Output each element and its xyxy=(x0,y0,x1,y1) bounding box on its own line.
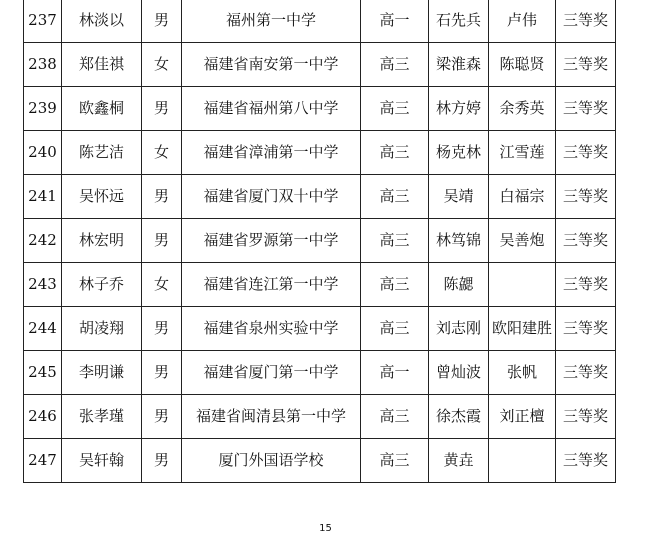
grade-cell: 高三 xyxy=(361,43,429,87)
table-row xyxy=(24,263,616,307)
grade-cell: 高三 xyxy=(361,395,429,439)
student-name-cell: 郑佳祺 xyxy=(62,43,142,87)
teacher-1-cell: 黄垚 xyxy=(429,439,489,483)
student-name-cell: 张孝瑾 xyxy=(62,395,142,439)
award-level-cell: 三等奖 xyxy=(556,263,616,307)
table-row xyxy=(24,43,616,87)
serial-number-cell: 245 xyxy=(24,351,62,395)
award-level-cell: 三等奖 xyxy=(556,0,616,43)
school-name-cell: 福建省泉州实验中学 xyxy=(182,307,361,351)
award-level-cell: 三等奖 xyxy=(556,43,616,87)
gender-cell: 男 xyxy=(142,0,182,43)
grade-cell: 高三 xyxy=(361,307,429,351)
school-name-cell: 福建省罗源第一中学 xyxy=(182,219,361,263)
student-name-cell: 吴轩翰 xyxy=(62,439,142,483)
teacher-1-cell: 林笃锦 xyxy=(429,219,489,263)
serial-number-cell: 239 xyxy=(24,87,62,131)
serial-number-cell: 244 xyxy=(24,307,62,351)
gender-cell: 男 xyxy=(142,307,182,351)
student-name-cell: 吴怀远 xyxy=(62,175,142,219)
teacher-1-cell: 吴靖 xyxy=(429,175,489,219)
serial-number-cell: 240 xyxy=(24,131,62,175)
gender-cell: 男 xyxy=(142,439,182,483)
award-level-cell: 三等奖 xyxy=(556,351,616,395)
teacher-2-cell: 吴善炮 xyxy=(489,219,556,263)
gender-cell: 女 xyxy=(142,263,182,307)
serial-number-cell: 241 xyxy=(24,175,62,219)
table-row xyxy=(24,219,616,263)
gender-cell: 男 xyxy=(142,87,182,131)
serial-number-cell: 237 xyxy=(24,0,62,43)
student-name-cell: 陈艺洁 xyxy=(62,131,142,175)
student-name-cell: 欧鑫桐 xyxy=(62,87,142,131)
table-row xyxy=(24,351,616,395)
teacher-2-cell xyxy=(489,263,556,307)
grade-cell: 高三 xyxy=(361,87,429,131)
award-level-cell: 三等奖 xyxy=(556,439,616,483)
table-row xyxy=(24,307,616,351)
school-name-cell: 福建省福州第八中学 xyxy=(182,87,361,131)
grade-cell: 高一 xyxy=(361,351,429,395)
school-name-cell: 福州第一中学 xyxy=(182,0,361,43)
teacher-1-cell: 梁淮森 xyxy=(429,43,489,87)
student-name-cell: 林宏明 xyxy=(62,219,142,263)
table-row xyxy=(24,175,616,219)
award-level-cell: 三等奖 xyxy=(556,307,616,351)
gender-cell: 男 xyxy=(142,351,182,395)
award-level-cell: 三等奖 xyxy=(556,219,616,263)
teacher-1-cell: 陈勰 xyxy=(429,263,489,307)
grade-cell: 高三 xyxy=(361,439,429,483)
serial-number-cell: 247 xyxy=(24,439,62,483)
gender-cell: 男 xyxy=(142,175,182,219)
school-name-cell: 福建省连江第一中学 xyxy=(182,263,361,307)
teacher-2-cell: 余秀英 xyxy=(489,87,556,131)
teacher-1-cell: 石先兵 xyxy=(429,0,489,43)
grade-cell: 高三 xyxy=(361,219,429,263)
gender-cell: 男 xyxy=(142,219,182,263)
teacher-2-cell: 白福宗 xyxy=(489,175,556,219)
school-name-cell: 福建省南安第一中学 xyxy=(182,43,361,87)
table-row xyxy=(24,87,616,131)
table-row xyxy=(24,439,616,483)
gender-cell: 男 xyxy=(142,395,182,439)
teacher-1-cell: 林方婷 xyxy=(429,87,489,131)
grade-cell: 高三 xyxy=(361,175,429,219)
award-table-body xyxy=(24,0,616,483)
gender-cell: 女 xyxy=(142,43,182,87)
student-name-cell: 林淡以 xyxy=(62,0,142,43)
school-name-cell: 福建省闽清县第一中学 xyxy=(182,395,361,439)
award-level-cell: 三等奖 xyxy=(556,87,616,131)
grade-cell: 高三 xyxy=(361,263,429,307)
school-name-cell: 福建省厦门第一中学 xyxy=(182,351,361,395)
award-level-cell: 三等奖 xyxy=(556,395,616,439)
teacher-1-cell: 徐杰霞 xyxy=(429,395,489,439)
grade-cell: 高三 xyxy=(361,131,429,175)
serial-number-cell: 238 xyxy=(24,43,62,87)
teacher-2-cell: 卢伟 xyxy=(489,0,556,43)
serial-number-cell: 243 xyxy=(24,263,62,307)
award-level-cell: 三等奖 xyxy=(556,175,616,219)
teacher-2-cell: 张帆 xyxy=(489,351,556,395)
gender-cell: 女 xyxy=(142,131,182,175)
table-row xyxy=(24,0,616,43)
award-level-cell: 三等奖 xyxy=(556,131,616,175)
serial-number-cell: 246 xyxy=(24,395,62,439)
school-name-cell: 厦门外国语学校 xyxy=(182,439,361,483)
award-table xyxy=(23,0,616,483)
student-name-cell: 胡凌翔 xyxy=(62,307,142,351)
teacher-2-cell: 欧阳建胜 xyxy=(489,307,556,351)
teacher-2-cell xyxy=(489,439,556,483)
teacher-1-cell: 刘志刚 xyxy=(429,307,489,351)
grade-cell: 高一 xyxy=(361,0,429,43)
teacher-2-cell: 刘正檀 xyxy=(489,395,556,439)
teacher-2-cell: 江雪莲 xyxy=(489,131,556,175)
teacher-2-cell: 陈聪贤 xyxy=(489,43,556,87)
school-name-cell: 福建省厦门双十中学 xyxy=(182,175,361,219)
student-name-cell: 李明谦 xyxy=(62,351,142,395)
page-number: 15 xyxy=(319,523,332,534)
school-name-cell: 福建省漳浦第一中学 xyxy=(182,131,361,175)
student-name-cell: 林子乔 xyxy=(62,263,142,307)
serial-number-cell: 242 xyxy=(24,219,62,263)
teacher-1-cell: 杨克林 xyxy=(429,131,489,175)
table-row xyxy=(24,395,616,439)
teacher-1-cell: 曾灿波 xyxy=(429,351,489,395)
table-row xyxy=(24,131,616,175)
